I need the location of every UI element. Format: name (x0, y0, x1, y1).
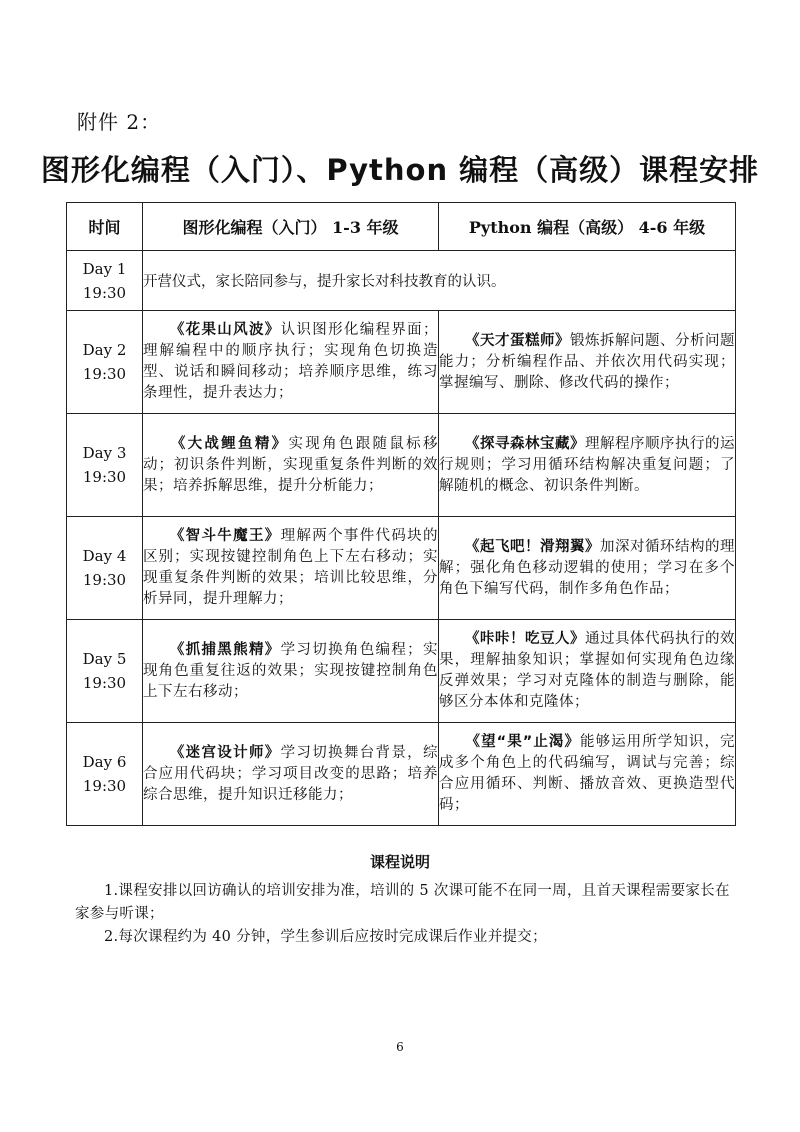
day-cell (67, 311, 143, 414)
schedule-table (66, 202, 736, 826)
graphical-lesson-cell (143, 414, 439, 517)
day-label: Day 2 (82, 341, 127, 359)
day-time: 19:30 (82, 777, 127, 795)
header-time: 时间 (67, 203, 143, 251)
day-time: 19:30 (82, 283, 127, 302)
lesson-description: 能够运用所学知识，完成多个角色上的代码编写，调试与完善；综合应用循环、判断、播放音效、更换造型代码； (439, 734, 735, 813)
note-item: 2.每次课程约为 40 分钟，学生参训后应按时完成课后作业并提交； (104, 929, 547, 945)
graphical-lesson-cell (143, 311, 439, 414)
lesson-title: 《迷宫设计师》 (169, 744, 281, 761)
python-lesson-cell (439, 620, 736, 723)
table-header-row (67, 203, 736, 251)
table-row (67, 414, 736, 517)
lesson-title: 《大战鲤鱼精》 (169, 435, 289, 452)
lesson-title: 《起飞吧！滑翔翼》 (465, 538, 600, 555)
attachment-label: 附件 2： (77, 110, 162, 134)
lesson-description: 通过具体代码执行的效果，理解抽象知识；掌握如何实现角色边缘反弹效果；学习对克隆体的制造与删除，能够区分本体和克隆体； (439, 631, 735, 710)
lesson-title: 《抓捕黑熊精》 (169, 641, 281, 658)
day-time: 19:30 (82, 468, 127, 486)
notes-heading: 课程说明 (369, 853, 430, 871)
day-time: 19:30 (82, 365, 127, 383)
lesson-description: 学习切换角色编程；实现角色重复往返的效果；实现按键控制角色上下左右移动； (143, 641, 439, 700)
table-row (67, 311, 736, 414)
page-number: 6 (396, 1040, 404, 1054)
lesson-title: 《探寻森林宝藏》 (465, 435, 585, 452)
graphical-lesson-cell (143, 723, 439, 826)
table-row-day1 (67, 251, 736, 311)
lesson-title: 《望“果”止渴》 (465, 734, 581, 750)
header-graphical: 图形化编程（入门） 1-3 年级 (143, 203, 439, 251)
python-lesson-cell (439, 414, 736, 517)
lesson-description: 加深对循环结构的理解；强化角色移动逻辑的使用；学习在多个角色下编写代码，制作多角色作品； (439, 538, 735, 597)
lesson-description: 锻炼拆解问题、分析问题能力；分析编程作品、并依次用代码实现；掌握编写、删除、修改代码的操作； (439, 332, 735, 391)
day-label: Day 3 (82, 444, 127, 462)
lesson-description: 学习切换舞台背景，综合应用代码块；学习项目改变的思路；培养综合思维，提升知识迁移能力； (143, 744, 439, 803)
lesson-description: 理解两个事件代码块的区别；实现按键控制角色上下左右移动；实现重复条件判断的效果；培训比较思维，分析异同，提升理解力； (143, 528, 439, 607)
day-label: Day 6 (82, 753, 127, 771)
table-row (67, 620, 736, 723)
day-time: 19:30 (82, 674, 127, 692)
day-cell (67, 517, 143, 620)
lesson-description: 认识图形化编程界面；理解编程中的顺序执行；实现角色切换造型、说话和瞬间移动；培养顺序思维，练习条理性，提升表达力； (143, 322, 439, 401)
python-lesson-cell (439, 723, 736, 826)
table-row (67, 723, 736, 826)
header-python: Python 编程（高级） 4-6 年级 (439, 203, 736, 251)
table-row (67, 517, 736, 620)
python-lesson-cell (439, 311, 736, 414)
note-item: 1.课程安排以回访确认的培训安排为准，培训的 5 次课可能不在同一周，且首天课程需要家长在家参与听课； (75, 883, 730, 922)
day-cell (67, 414, 143, 517)
lesson-title: 《智斗牛魔王》 (169, 528, 281, 544)
day-time: 19:30 (82, 571, 127, 589)
lesson-description: 理解程序顺序执行的运行规则；学习用循环结构解决重复问题；了解随机的概念、初识条件判断。 (439, 435, 735, 494)
graphical-lesson-cell (143, 517, 439, 620)
day-cell (67, 723, 143, 826)
day-label: Day 4 (82, 547, 127, 565)
lesson-title: 《天才蛋糕师》 (465, 332, 570, 349)
day-cell (67, 251, 143, 311)
day-cell (67, 620, 143, 723)
python-lesson-cell (439, 517, 736, 620)
day-label: Day 5 (82, 650, 127, 668)
lesson-description: 实现角色跟随鼠标移动；初识条件判断，实现重复条件判断的效果；培养拆解思维，提升分析能力； (143, 435, 438, 494)
day-label: Day 1 (82, 259, 127, 278)
opening-ceremony-cell: 开营仪式，家长陪同参与，提升家长对科技教育的认识。 (143, 251, 736, 311)
graphical-lesson-cell (143, 620, 439, 723)
lesson-title: 《咔咔！吃豆人》 (465, 631, 585, 647)
page-title: 图形化编程（入门）、Python 编程（高级）课程安排 (40, 153, 760, 187)
lesson-title: 《花果山风波》 (169, 322, 281, 338)
